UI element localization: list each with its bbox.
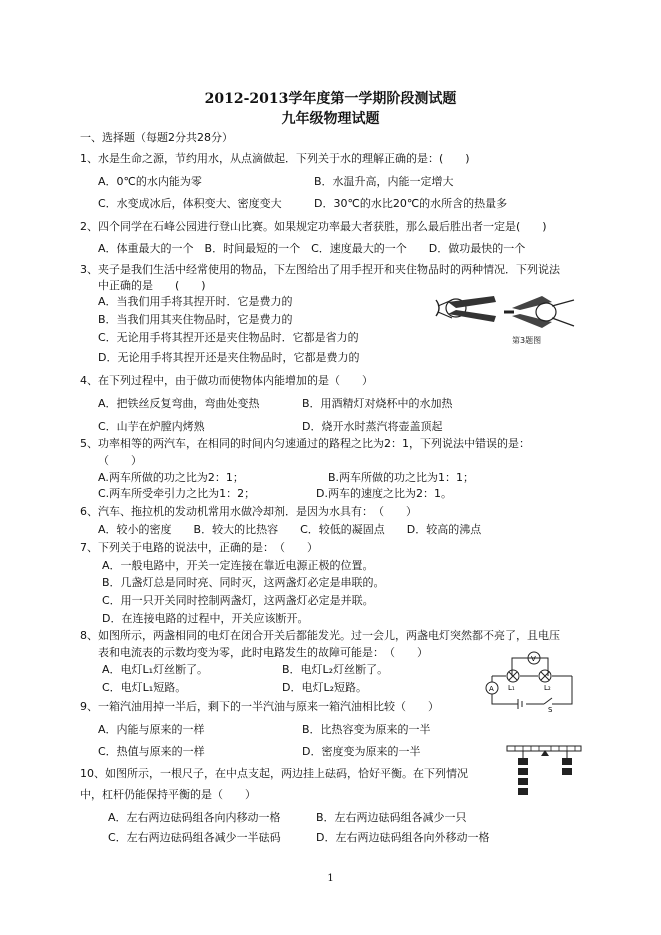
q3-stem-line1: 3、夹子是我们生活中经常使用的物品，下左图给出了用手捏开和夹住物品时的两种情况．下列说法: [80, 263, 560, 276]
q1-option-c: C．水变成冰后，体积变大、密度变大: [98, 197, 282, 210]
q10-option-b: B．左右两边砝码组各减少一只: [316, 811, 467, 824]
q7-stem: 7、下列关于电路的说法中，正确的是： （ ）: [80, 541, 318, 554]
lamp1-label: L₁: [508, 684, 515, 692]
q8-stem-line2: 表和电流表的示数均变为零，此时电路发生的故障可能是： （ ）: [98, 646, 428, 659]
q9-option-a: A．内能与原来的一样: [98, 723, 205, 736]
q9-option-b: B．比热容变为原来的一半: [302, 723, 431, 736]
q1-option-a: A．0℃的水内能为零: [98, 175, 202, 188]
q6-options: A．较小的密度 B．较大的比热容 C．较低的凝固点 D．较高的沸点: [98, 523, 482, 536]
q5-option-d: D.两车的速度之比为2：1。: [316, 487, 452, 500]
q8-option-c: C．电灯L₁短路。: [102, 681, 187, 694]
lever-figure: [505, 742, 585, 804]
q4-option-d: D．烧开水时蒸汽将壶盖顶起: [302, 420, 443, 433]
page-subtitle: 九年级物理试题: [281, 111, 380, 127]
q10-stem-line1: 10、如图所示，一根尺子，在中点支起，两边挂上砝码，恰好平衡。在下列情况: [80, 767, 468, 780]
q3-option-c: C．无论用手将其捏开还是夹住物品时．它都是省力的: [98, 331, 359, 344]
q4-option-a: A．把铁丝反复弯曲，弯曲处变热: [98, 397, 260, 410]
q4-option-b: B．用酒精灯对烧杯中的水加热: [302, 397, 453, 410]
q8-option-b: B．电灯L₂灯丝断了。: [282, 663, 389, 676]
section-heading: 一、选择题（每题2分共28分）: [80, 131, 233, 144]
q3-stem-line2: 中正确的是 ( ): [98, 279, 206, 292]
q5-option-b: B.两车所做的功之比为1：1；: [328, 471, 475, 484]
q9-option-c: C．热值与原来的一样: [98, 745, 205, 758]
clip-figure-caption: 第3题图: [512, 336, 542, 345]
q4-option-c: C．山芋在炉膛内烤熟: [98, 420, 205, 433]
q8-option-d: D．电灯L₂短路。: [282, 681, 368, 694]
q1-option-d: D．30℃的水比20℃的水所含的热量多: [314, 197, 508, 210]
q8-stem-line1: 8、如图所示，两盏相同的电灯在闭合开关后都能发光。过一会儿，两盏电灯突然都不亮了，且电压: [80, 629, 560, 642]
q7-option-a: A．一般电路中，开关一定连接在靠近电源正极的位置。: [102, 559, 374, 572]
lamp2-label: L₂: [544, 684, 551, 692]
voltmeter-label: V: [531, 655, 536, 663]
q7-option-c: C．用一只开关同时控制两盏灯，这两盏灯必定是并联。: [102, 594, 374, 607]
q7-option-d: D．在连接电路的过程中，开关应该断开。: [102, 612, 309, 625]
q9-stem: 9、一箱汽油用掉一半后，剩下的一半汽油与原来一箱汽油相比较（ ）: [80, 700, 439, 713]
q10-option-a: A．左右两边砝码组各向内移动一格: [108, 811, 281, 824]
q5-option-a: A.两车所做的功之比为2：1；: [98, 471, 244, 484]
q3-option-b: B．当我们用其夹住物品时，它是费力的: [98, 313, 293, 326]
q5-option-c: C.两车所受牵引力之比为1：2；: [98, 487, 256, 500]
page-number: 1: [327, 873, 334, 884]
ammeter-label: A: [489, 685, 494, 693]
switch-label: S: [548, 706, 553, 712]
q7-option-b: B．几盏灯总是同时亮、同时灭，这两盏灯必定是串联的。: [102, 576, 385, 589]
q10-option-d: D．左右两边砝码组各向外移动一格: [316, 831, 490, 844]
q5-stem-line2: （ ）: [98, 454, 142, 467]
circuit-figure: [482, 648, 578, 712]
q1-option-b: B．水温升高，内能一定增大: [314, 175, 454, 188]
q5-stem-line1: 5、功率相等的两汽车，在相同的时间内匀速通过的路程之比为2：1，下列说法中错误的是：: [80, 437, 530, 450]
page-title: 2012-2013学年度第一学期阶段测试题: [204, 91, 457, 107]
q6-stem: 6、汽车、拖拉机的发动机常用水做冷却剂．是因为水具有： （ ）: [80, 505, 417, 518]
clip-figure: [434, 286, 584, 348]
q2-stem: 2、四个同学在石峰公园进行登山比赛。如果规定功率最大者获胜，那么最后胜出者一定是( ): [80, 220, 547, 233]
q2-options: A．体重最大的一个 B．时间最短的一个 C．速度最大的一个 D．做功最快的一个: [98, 242, 526, 255]
q3-option-a: A．当我们用手将其捏开时．它是费力的: [98, 295, 293, 308]
q3-option-d: D．无论用手将其捏开还是夹住物品时，它都是费力的: [98, 351, 360, 364]
q8-option-a: A．电灯L₁灯丝断了。: [102, 663, 209, 676]
q9-option-d: D．密度变为原来的一半: [302, 745, 421, 758]
q4-stem: 4、在下列过程中，由于做功而使物体内能增加的是（ ）: [80, 374, 373, 387]
q10-option-c: C．左右两边砝码组各减少一半砝码: [108, 831, 281, 844]
q10-stem-line2: 中，杠杆仍能保持平衡的是（ ）: [80, 788, 256, 801]
q1-stem: 1、水是生命之源，节约用水，从点滴做起．下列关于水的理解正确的是：( ): [80, 152, 470, 165]
